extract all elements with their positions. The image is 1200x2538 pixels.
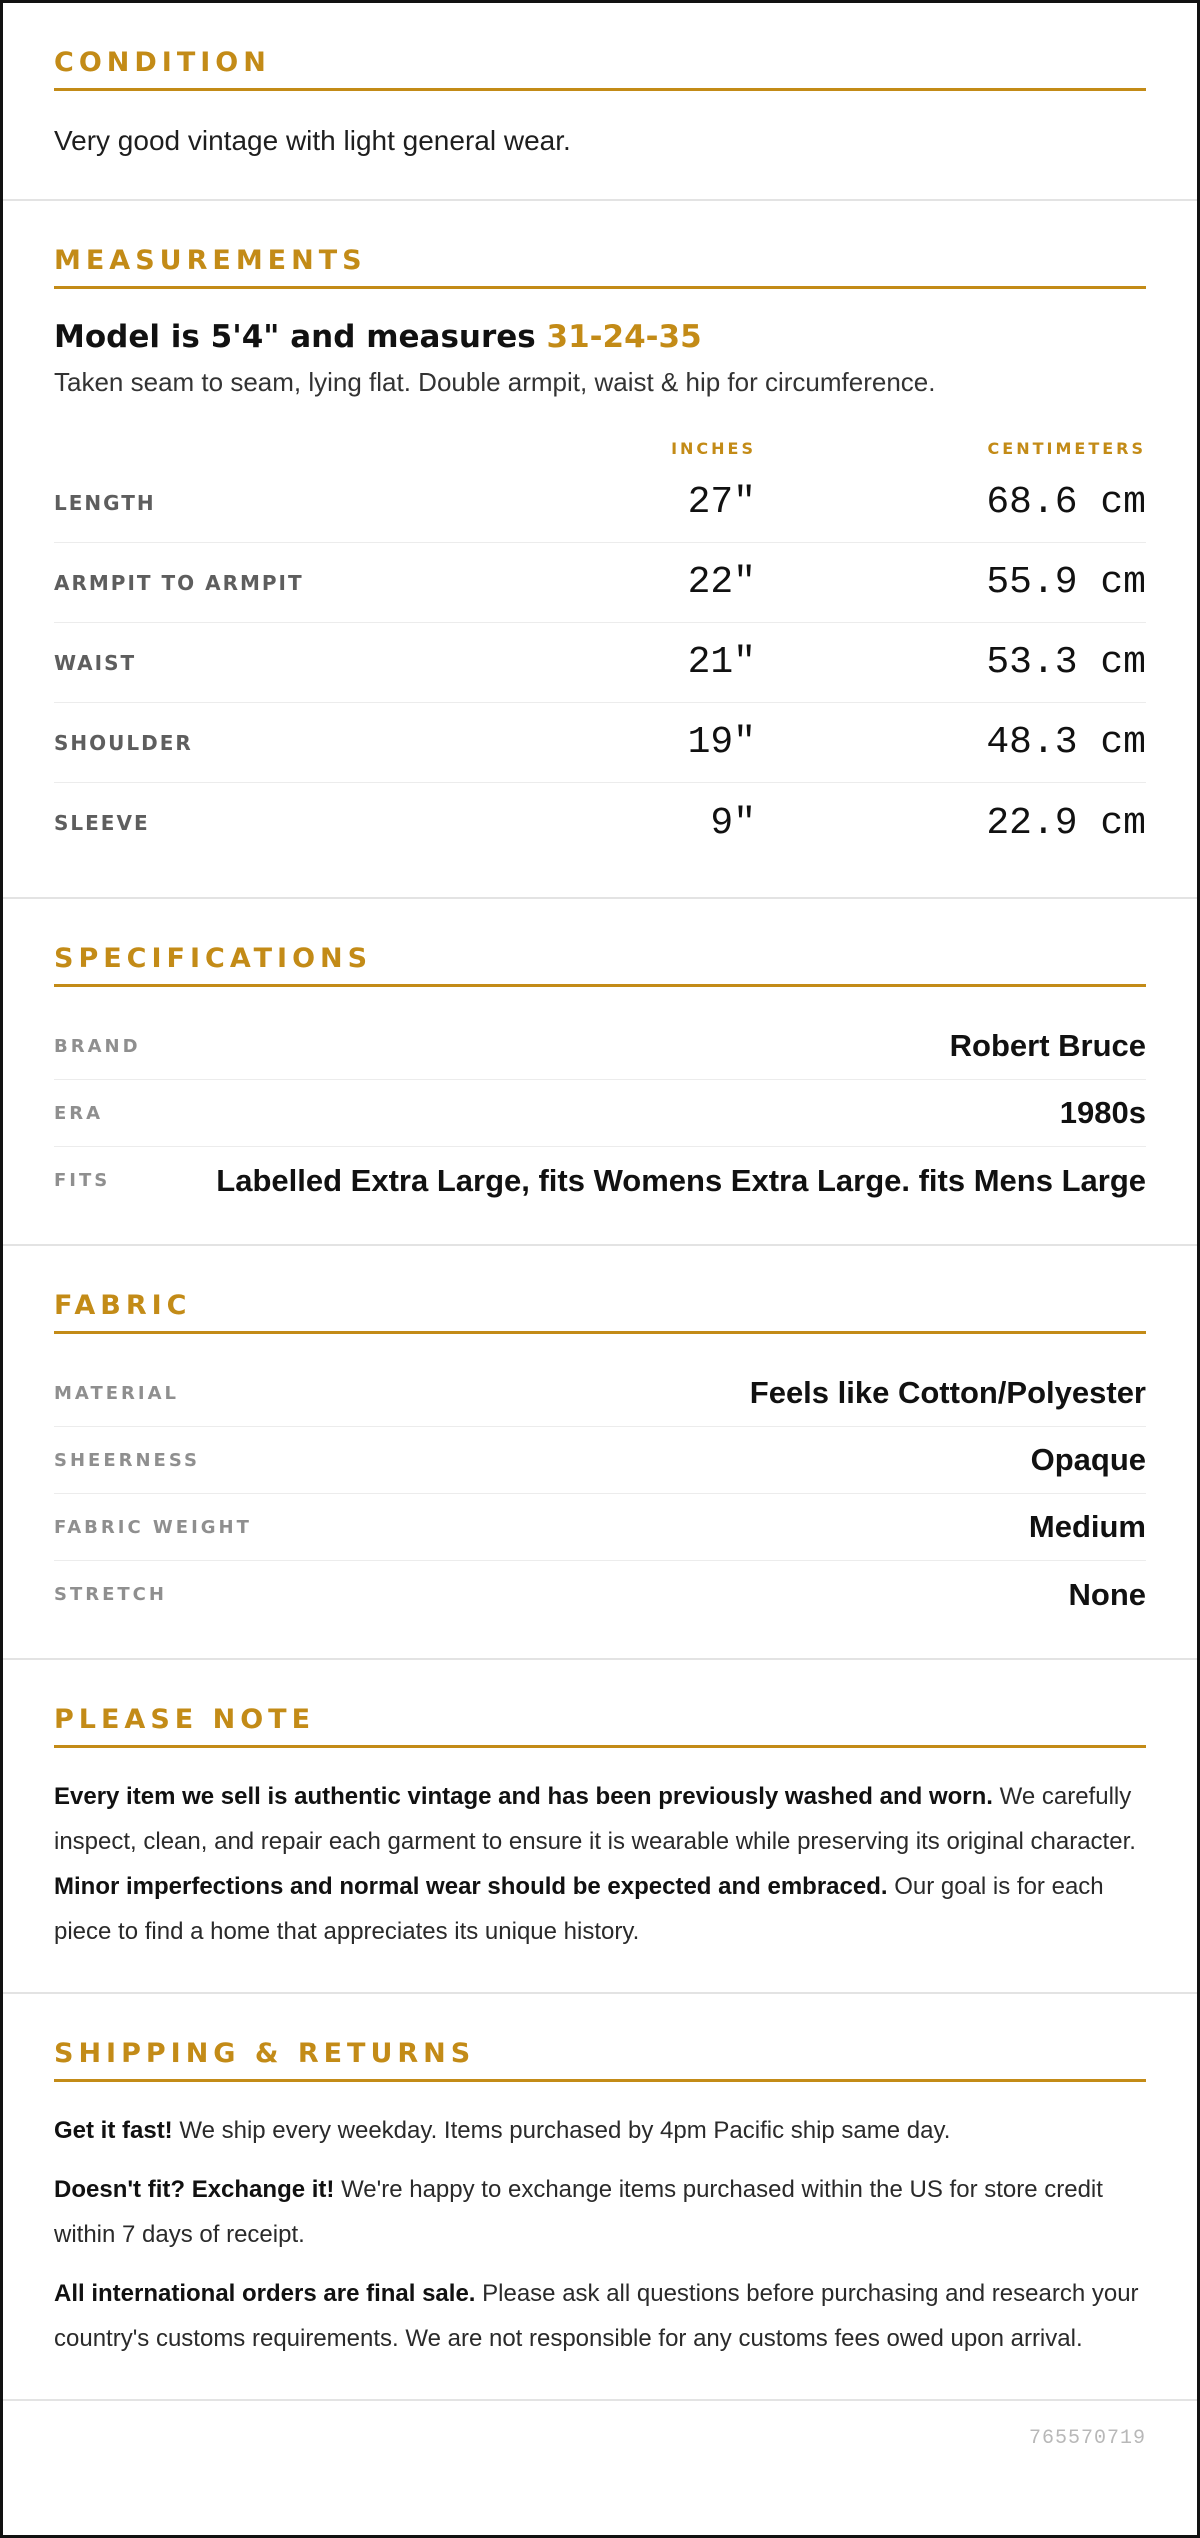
please-note-text: [54, 1774, 1146, 1954]
measurements-subtitle: Taken seam to seam, lying flat. Double armpit, waist & hip for circumference.: [54, 367, 936, 397]
measurements-table: [54, 463, 1146, 863]
shipping-bold: All international orders are final sale.: [54, 2280, 476, 2307]
spec-key: ERA: [54, 1102, 104, 1124]
footer: [3, 2401, 1197, 2475]
measurement-label: ARMPIT TO ARMPIT: [54, 570, 304, 595]
inches-column-header: INCHES: [671, 438, 756, 458]
centimeters-column-header: CENTIMETERS: [987, 438, 1146, 458]
note-bold-1: Every item we sell is authentic vintage and has been previously washed and worn.: [54, 1783, 993, 1810]
spec-value: Robert Bruce: [949, 1028, 1146, 1063]
measurement-inches: 27": [687, 481, 756, 524]
measurements-heading: MEASUREMENTS: [54, 245, 1146, 289]
shipping-text: Please ask all questions before purchasing and research your country's customs requirements. We are not responsible for any customs fees owed upon arrival.: [54, 2280, 1139, 2352]
spec-value: 1980s: [1059, 1095, 1146, 1130]
table-row: [54, 703, 1146, 783]
condition-text: Very good vintage with light general wear.: [54, 125, 571, 156]
sku-number: 765570719: [1028, 2426, 1146, 2450]
table-row: [54, 783, 1146, 863]
fabric-section: [3, 1246, 1197, 1660]
shipping-text: We ship every weekday. Items purchased by 4pm Pacific ship same day.: [172, 2117, 951, 2144]
note-bold-2: Minor imperfections and normal wear should be expected and embraced.: [54, 1873, 888, 1900]
shipping-text: We're happy to exchange items purchased within the US for store credit within 7 days of receipt.: [54, 2176, 1103, 2248]
please-note-section: [3, 1660, 1197, 1994]
fabric-value: Feels like Cotton/Polyester: [749, 1375, 1146, 1410]
measurement-inches: 21": [687, 641, 756, 684]
model-measures-prefix: Model is 5'4" and measures: [54, 319, 547, 355]
fabric-key: SHEERNESS: [54, 1449, 200, 1471]
table-row: [54, 463, 1146, 543]
fabric-value: Opaque: [1030, 1442, 1146, 1477]
spec-key: BRAND: [54, 1035, 141, 1057]
table-row: [54, 543, 1146, 623]
please-note-heading: PLEASE NOTE: [54, 1704, 1146, 1748]
condition-section: [3, 3, 1197, 201]
spec-key: FITS: [54, 1170, 111, 1191]
condition-heading: CONDITION: [54, 47, 1146, 91]
shipping-paragraph: [54, 2108, 1146, 2153]
measurement-label: SLEEVE: [54, 811, 150, 835]
note-text-2: Our goal is for each piece to find a home that appreciates its unique history.: [54, 1873, 1104, 1945]
fabric-row-material: [54, 1360, 1146, 1427]
measurements-table-header: [54, 433, 1146, 463]
measurement-inches: 22": [687, 561, 756, 604]
fabric-heading: FABRIC: [54, 1290, 1146, 1334]
model-measures: [54, 315, 1146, 359]
spec-row-fits: [54, 1147, 1146, 1214]
measurement-cm: 22.9 cm: [986, 801, 1146, 845]
measurement-cm: 68.6 cm: [986, 481, 1146, 524]
fabric-row-weight: [54, 1494, 1146, 1561]
fabric-row-stretch: [54, 1561, 1146, 1628]
measurement-cm: 53.3 cm: [986, 641, 1146, 684]
measurement-cm: 48.3 cm: [986, 721, 1146, 764]
shipping-bold: Doesn't fit? Exchange it!: [54, 2176, 335, 2203]
table-row: [54, 623, 1146, 703]
measurement-inches: 9": [710, 801, 756, 845]
spec-value: Labelled Extra Large, fits Womens Extra Large. fits Mens Large: [216, 1162, 1146, 1198]
spec-row-era: [54, 1080, 1146, 1147]
spec-row-brand: [54, 1013, 1146, 1080]
shipping-bold: Get it fast!: [54, 2117, 173, 2144]
measurement-label: SHOULDER: [54, 730, 193, 755]
note-text-1: We carefully inspect, clean, and repair each garment to ensure it is wearable while preserving its original character.: [54, 1783, 1136, 1855]
shipping-heading: SHIPPING & RETURNS: [54, 2038, 1146, 2082]
fabric-key: MATERIAL: [54, 1382, 179, 1404]
shipping-paragraph: [54, 2271, 1146, 2361]
fabric-key: STRETCH: [54, 1584, 167, 1605]
fabric-row-sheerness: [54, 1427, 1146, 1494]
measurement-inches: 19": [687, 721, 756, 764]
measurement-label: LENGTH: [54, 490, 156, 515]
measurement-cm: 55.9 cm: [986, 561, 1146, 604]
model-measures-values: 31-24-35: [546, 319, 702, 355]
shipping-section: [3, 1994, 1197, 2401]
fabric-value: None: [1068, 1576, 1146, 1612]
specifications-section: [3, 899, 1197, 1246]
shipping-paragraph: [54, 2167, 1146, 2257]
measurements-section: [3, 201, 1197, 899]
fabric-value: Medium: [1028, 1509, 1146, 1544]
measurement-label: WAIST: [54, 650, 137, 675]
specifications-heading: SPECIFICATIONS: [54, 943, 1146, 987]
fabric-key: FABRIC WEIGHT: [54, 1516, 252, 1538]
